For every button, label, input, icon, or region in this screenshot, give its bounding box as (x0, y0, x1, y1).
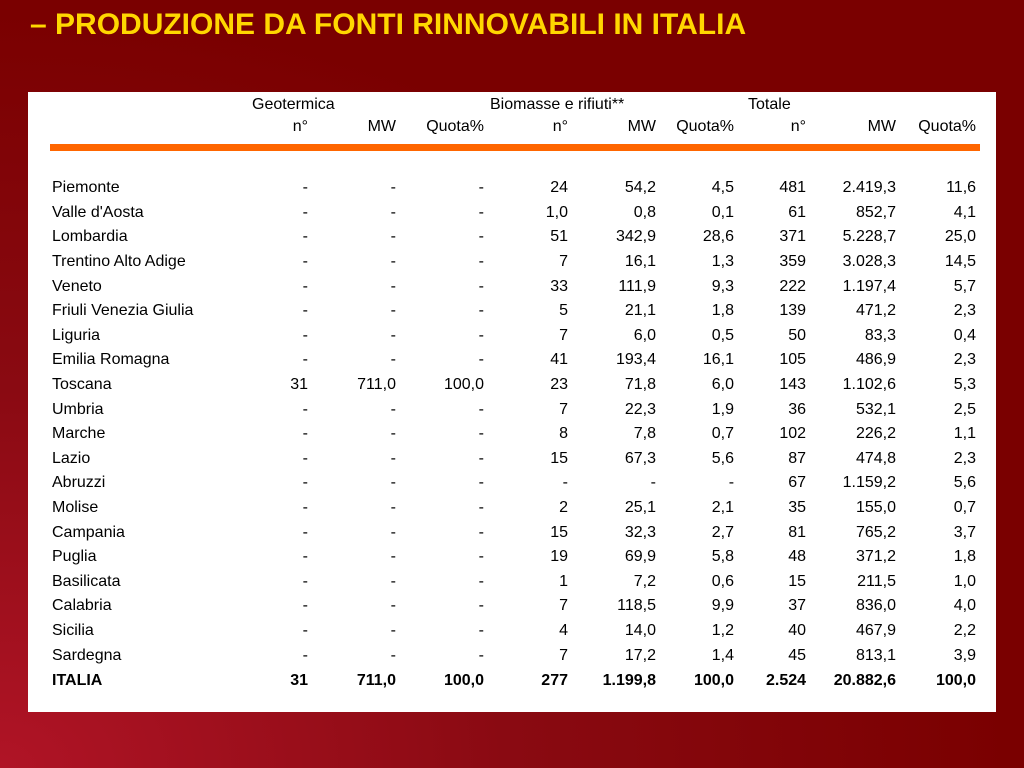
slide-title: – PRODUZIONE DA FONTI RINNOVABILI IN ITALIA (30, 8, 747, 41)
table-cell: 4 (559, 621, 568, 639)
region-name: Lombardia (52, 228, 128, 246)
table-cell: 0,7 (953, 499, 977, 517)
table-cell: 1,3 (711, 253, 735, 271)
table-cell: 15 (788, 572, 807, 590)
table-cell: 67,3 (624, 449, 656, 467)
table-cell: 143 (779, 376, 807, 394)
region-name: Sardegna (52, 646, 122, 664)
region-name: Liguria (52, 326, 101, 344)
table-cell: 15 (550, 449, 568, 467)
table-cell: 19 (550, 548, 568, 566)
subheader-geo-mw: MW (367, 118, 396, 135)
region-name: Emilia Romagna (52, 351, 170, 369)
table-cell: 532,1 (855, 400, 897, 418)
table-cell: 48 (788, 548, 807, 566)
total-cell: 100,0 (693, 671, 735, 689)
table-cell: 1,9 (711, 400, 735, 418)
table-cell: 226,2 (855, 425, 897, 443)
table-cell: 35 (788, 499, 807, 517)
table-cell: - (390, 253, 396, 271)
table-row (50, 176, 980, 201)
total-cell: 1.199,8 (602, 671, 656, 689)
table-cell: 1,0 (545, 203, 568, 221)
table-cell: 69,9 (624, 548, 656, 566)
table-cell: - (478, 474, 484, 492)
table-cell: - (390, 572, 396, 590)
table-cell: 25,1 (624, 499, 656, 517)
table-cell: - (390, 523, 396, 541)
table-cell: - (390, 302, 396, 320)
table-cell: 222 (779, 277, 807, 295)
table-cell: 2,1 (711, 499, 735, 517)
table-cell: - (302, 277, 308, 295)
total-cell: 711,0 (356, 671, 396, 689)
table-cell: 5 (559, 302, 568, 320)
region-name: Basilicata (52, 572, 121, 590)
table-cell: 474,8 (855, 449, 897, 467)
table-cell: 1 (559, 572, 568, 590)
table-cell: - (302, 179, 308, 197)
table-cell: 45 (788, 646, 807, 664)
table-cell: 2,3 (953, 351, 977, 369)
total-cell: 100,0 (443, 671, 484, 689)
table-cell: - (302, 572, 308, 590)
table-cell: - (478, 400, 484, 418)
table-cell: - (390, 499, 396, 517)
table-cell: 81 (788, 523, 807, 541)
table-row (50, 471, 980, 496)
table-cell: 7,8 (633, 425, 656, 443)
table-cell: - (478, 548, 484, 566)
subheader-row (50, 118, 980, 142)
table-cell: - (302, 425, 308, 443)
table-cell: 1,4 (711, 646, 735, 664)
table-cell: - (390, 228, 396, 246)
table-cell: 371 (779, 228, 807, 246)
table-cell: 15 (550, 523, 568, 541)
table-cell: 5,7 (953, 277, 977, 295)
table-cell: 467,9 (855, 621, 897, 639)
table-cell: 7 (559, 253, 568, 271)
table-cell: - (478, 572, 484, 590)
table-cell: 1,0 (953, 572, 977, 590)
region-name: Abruzzi (52, 474, 106, 492)
table-row (50, 545, 980, 570)
table-row (50, 643, 980, 668)
table-cell: 105 (779, 351, 807, 369)
table-cell: 16,1 (624, 253, 656, 271)
table-cell: 2,3 (953, 302, 977, 320)
table-cell: 31 (290, 376, 308, 394)
table-cell: 25,0 (944, 228, 977, 246)
table-row (50, 299, 980, 324)
table-cell: - (302, 228, 308, 246)
table-cell: - (478, 253, 484, 271)
table-cell: 3.028,3 (842, 253, 897, 271)
table-cell: 2,5 (953, 400, 977, 418)
table-cell: - (478, 646, 484, 664)
table-cell: 0,5 (711, 326, 735, 344)
subheader-geo-n: n° (292, 118, 308, 135)
table-cell: 111,9 (618, 277, 656, 295)
table-cell: - (478, 351, 484, 369)
table-cell: 7 (559, 646, 568, 664)
table-cell: - (478, 203, 484, 221)
table-cell: - (390, 351, 396, 369)
table-cell: 37 (788, 597, 807, 615)
table-cell: 21,1 (624, 302, 656, 320)
table-cell: 2,7 (711, 523, 735, 541)
group-header-geotermica: Geotermica (252, 96, 335, 113)
table-cell: 9,9 (711, 597, 735, 615)
region-name: Veneto (52, 277, 102, 295)
table-cell: 2,2 (953, 621, 977, 639)
table-cell: - (478, 449, 484, 467)
region-name: Marche (52, 425, 106, 443)
table-row (50, 250, 980, 275)
table-cell: 87 (788, 449, 807, 467)
table-cell: 0,6 (711, 572, 735, 590)
table-cell: 17,2 (624, 646, 656, 664)
subheader-bio-quota: Quota% (676, 118, 735, 135)
table-cell: 4,5 (711, 179, 735, 197)
table-cell: 83,3 (864, 326, 897, 344)
subheader-tot-mw: MW (867, 118, 897, 135)
table-cell: 193,4 (615, 351, 656, 369)
table-cell: - (390, 474, 396, 492)
table-cell: 28,6 (702, 228, 735, 246)
table-cell: - (302, 302, 308, 320)
table-cell: - (478, 523, 484, 541)
region-name: Valle d'Aosta (52, 203, 144, 221)
table-row (50, 496, 980, 521)
table-cell: 23 (550, 376, 568, 394)
table-cell: 3,7 (953, 523, 977, 541)
table-cell: 7 (559, 326, 568, 344)
table-cell: 2.419,3 (842, 179, 897, 197)
table-cell: - (390, 621, 396, 639)
table-cell: 711,0 (357, 376, 396, 394)
table-cell: 100,0 (443, 376, 484, 394)
table-cell: - (302, 203, 308, 221)
subheader-tot-n: n° (790, 118, 807, 135)
table-cell: 139 (779, 302, 807, 320)
table-cell: 11,6 (946, 179, 977, 197)
table-cell: 6,0 (633, 326, 656, 344)
table-cell: 14,0 (624, 621, 656, 639)
table-cell: 16,1 (702, 351, 735, 369)
table-cell: 1,2 (711, 621, 735, 639)
table-cell: 5,6 (711, 449, 735, 467)
table-cell: - (390, 400, 396, 418)
subheader-bio-mw: MW (627, 118, 656, 135)
table-cell: 0,8 (633, 203, 656, 221)
table-cell: 14,5 (944, 253, 977, 271)
table-cell: - (478, 425, 484, 443)
table-row (50, 201, 980, 226)
table-cell: 32,3 (624, 523, 656, 541)
table-row (50, 348, 980, 373)
region-name: Toscana (52, 376, 112, 394)
region-name: Sicilia (52, 621, 94, 639)
region-name: Calabria (52, 597, 112, 615)
table-cell: - (302, 253, 308, 271)
table-cell: 7,2 (633, 572, 656, 590)
subheader-bio-n: n° (552, 118, 568, 135)
table-cell: 3,9 (953, 646, 977, 664)
total-cell: 2.524 (765, 671, 807, 689)
table-cell: 1,8 (953, 548, 977, 566)
subheader-geo-quota: Quota% (426, 118, 484, 135)
table-cell: 1.197,4 (842, 277, 897, 295)
table-cell: - (478, 302, 484, 320)
table-row (50, 570, 980, 595)
region-name: Trentino Alto Adige (52, 253, 186, 271)
table-cell: 36 (788, 400, 807, 418)
table-cell: 0,7 (711, 425, 735, 443)
table-cell: 61 (788, 203, 807, 221)
table-cell: - (650, 474, 656, 492)
table-cell: 2,3 (953, 449, 977, 467)
table-cell: 22,3 (624, 400, 656, 418)
table-cell: 4,0 (953, 597, 977, 615)
table-cell: 118,5 (617, 597, 656, 615)
table-cell: 342,9 (615, 228, 656, 246)
table-cell: 5,6 (953, 474, 977, 492)
table-cell: - (478, 228, 484, 246)
table-row (50, 397, 980, 422)
table-row (50, 594, 980, 619)
header-divider (50, 144, 980, 151)
table-cell: - (302, 400, 308, 418)
table-cell: 41 (550, 351, 568, 369)
table-cell: - (302, 449, 308, 467)
group-header-totale: Totale (748, 96, 791, 113)
region-name: Friuli Venezia Giulia (52, 302, 194, 320)
table-row (50, 619, 980, 644)
total-cell: 100,0 (935, 671, 977, 689)
table-cell: - (478, 179, 484, 197)
region-name: Lazio (52, 449, 91, 467)
table-cell: 67 (788, 474, 807, 492)
table-cell: 765,2 (855, 523, 897, 541)
table-cell: 471,2 (855, 302, 897, 320)
group-header-row (50, 96, 980, 118)
table-row (50, 225, 980, 250)
region-name: Piemonte (52, 179, 120, 197)
region-name: Campania (52, 523, 125, 541)
subheader-tot-quota: Quota% (918, 118, 977, 135)
total-row (50, 668, 980, 694)
table-cell: - (390, 548, 396, 566)
table-cell: 371,2 (855, 548, 897, 566)
table-cell: 54,2 (624, 179, 656, 197)
table-cell: - (302, 646, 308, 664)
table-cell: 5,3 (953, 376, 977, 394)
table-cell: 5,8 (711, 548, 735, 566)
table-cell: 6,0 (711, 376, 735, 394)
total-cell: 20.882,6 (833, 671, 897, 689)
table-cell: 7 (559, 597, 568, 615)
table-cell: 1,8 (711, 302, 735, 320)
table-cell: - (390, 326, 396, 344)
total-cell: 277 (541, 671, 568, 689)
table-body (50, 176, 980, 668)
table-cell: - (478, 499, 484, 517)
table-cell: - (390, 449, 396, 467)
table-cell: - (478, 597, 484, 615)
table-cell: 1.159,2 (842, 474, 897, 492)
table-row (50, 324, 980, 349)
table-cell: - (390, 277, 396, 295)
table-cell: 102 (779, 425, 807, 443)
table-cell: - (478, 621, 484, 639)
table-cell: - (390, 203, 396, 221)
table-cell: 7 (559, 400, 568, 418)
table-cell: 813,1 (855, 646, 897, 664)
table-cell: - (390, 597, 396, 615)
table-cell: 5.228,7 (842, 228, 897, 246)
table-cell: - (562, 474, 568, 492)
table-cell: 836,0 (855, 597, 897, 615)
table-cell: 486,9 (855, 351, 897, 369)
region-name: Molise (52, 499, 99, 517)
table-cell: 51 (550, 228, 568, 246)
table-cell: 1,1 (953, 425, 977, 443)
table-panel (28, 92, 996, 712)
table-cell: 71,8 (624, 376, 656, 394)
table-cell: - (302, 474, 308, 492)
table-cell: - (302, 597, 308, 615)
group-header-biomasse: Biomasse e rifiuti** (490, 96, 625, 113)
table-row (50, 373, 980, 398)
table-cell: 4,1 (953, 203, 977, 221)
table-cell: 359 (779, 253, 807, 271)
region-name: Umbria (52, 400, 104, 418)
table-cell: 24 (550, 179, 568, 197)
table-row (50, 520, 980, 545)
table-row (50, 274, 980, 299)
table-cell: 211,5 (857, 572, 897, 590)
table-cell: - (302, 499, 308, 517)
table-cell: 0,4 (953, 326, 977, 344)
table-cell: - (390, 646, 396, 664)
table-cell: 481 (779, 179, 807, 197)
table-cell: 50 (788, 326, 807, 344)
table-cell: - (302, 326, 308, 344)
table-cell: - (390, 425, 396, 443)
table-cell: 155,0 (855, 499, 897, 517)
total-cell: 31 (290, 671, 308, 689)
table-cell: 33 (550, 277, 568, 295)
table-cell: - (728, 474, 735, 492)
table-cell: - (478, 326, 484, 344)
table-cell: - (302, 523, 308, 541)
table-cell: - (302, 621, 308, 639)
table-cell: 40 (788, 621, 807, 639)
total-label: ITALIA (52, 671, 103, 689)
table-cell: 1.102,6 (842, 376, 897, 394)
table-cell: - (302, 351, 308, 369)
table-cell: 0,1 (711, 203, 735, 221)
table-cell: 2 (559, 499, 568, 517)
table-row (50, 447, 980, 472)
table-cell: - (390, 179, 396, 197)
table-cell: 852,7 (855, 203, 897, 221)
table-cell: 9,3 (711, 277, 735, 295)
region-name: Puglia (52, 548, 97, 566)
table-cell: - (302, 548, 308, 566)
table-cell: 8 (559, 425, 568, 443)
table-cell: - (478, 277, 484, 295)
table-row (50, 422, 980, 447)
renewables-table (50, 96, 980, 694)
